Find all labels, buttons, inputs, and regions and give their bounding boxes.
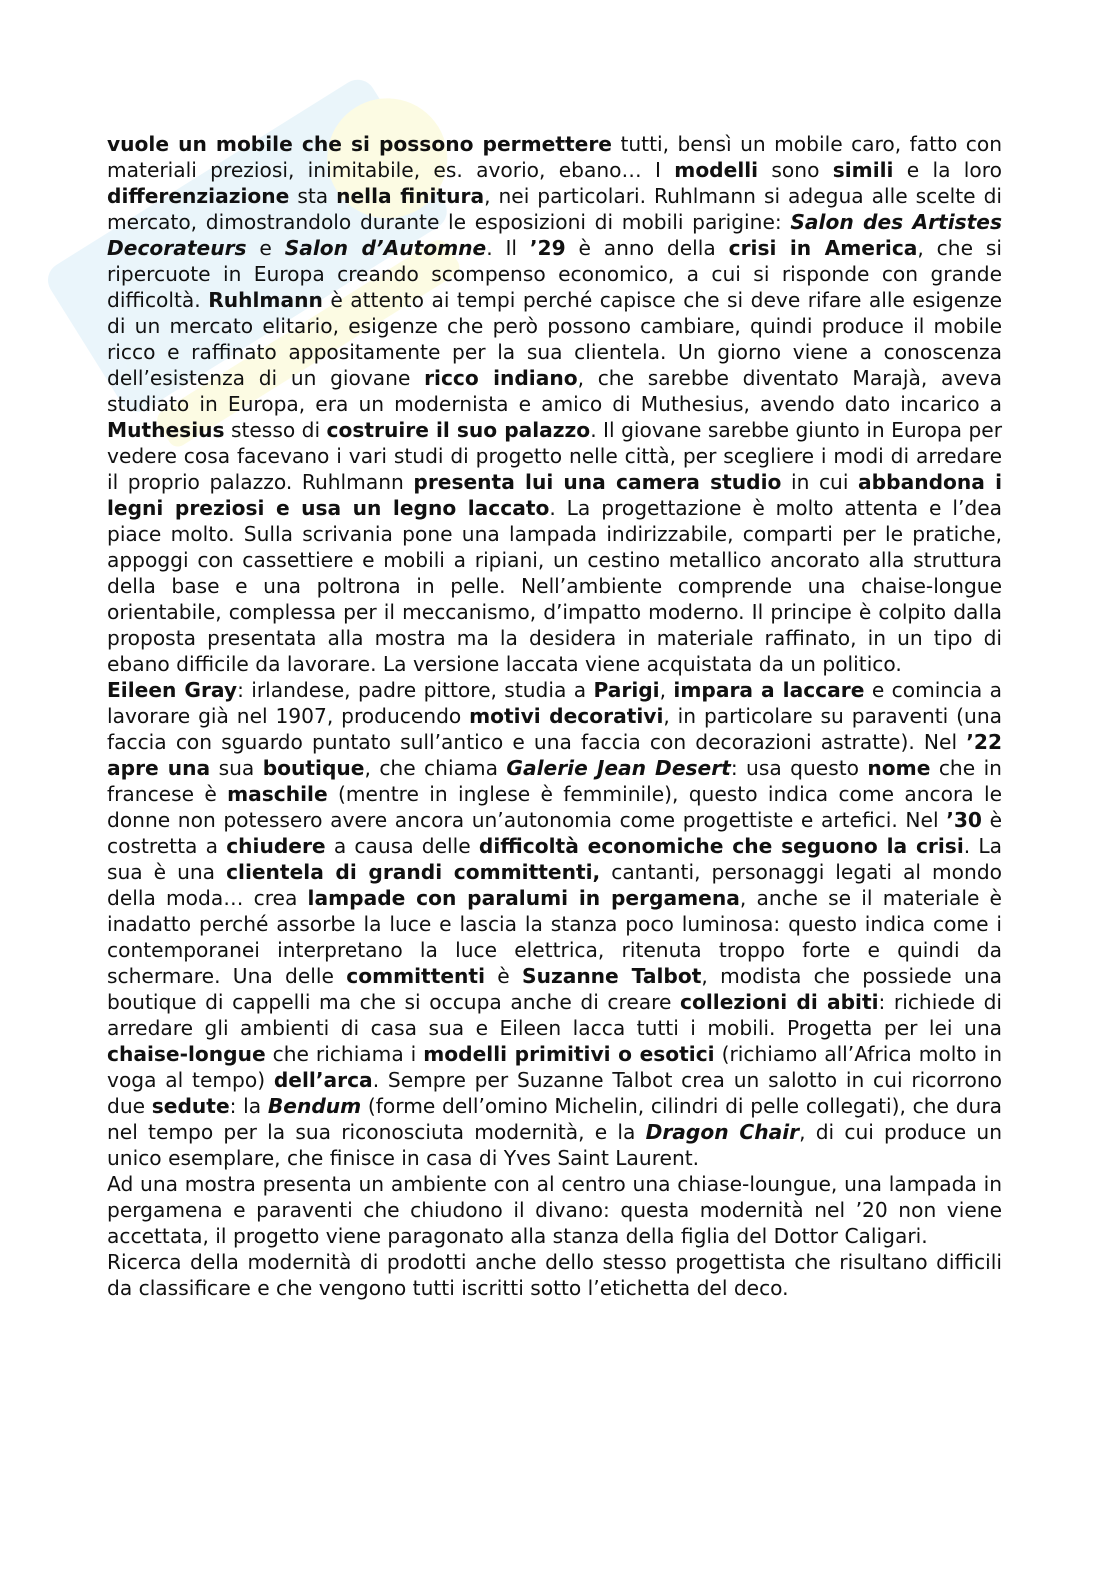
paragraph-eileen-gray [107, 677, 1002, 1171]
body-text: . Il [486, 236, 530, 260]
emphasis-text: clientela di grandi committenti, [226, 860, 601, 884]
body-text: è attento ai tempi perché capisce che si deve rifare alle esigenze di un mercato elitario, esigenze che però possono cambiare, quindi produce il mobile ricco e raffinato appositamente per la sua clientela. Un giorno viene a conoscenza dell’esistenza di un giovane [107, 288, 1003, 390]
body-text: : la [229, 1094, 268, 1118]
emphasis-text: Dragon Chair [645, 1120, 800, 1144]
body-text: è anno della [565, 236, 729, 260]
emphasis-text: crisi in America [728, 236, 918, 260]
body-text: che in francese è [107, 756, 1002, 806]
emphasis-text: presenta lui una camera studio [413, 470, 782, 494]
emphasis-text: modelli primitivi o esotici [423, 1042, 715, 1066]
body-text: , di cui produce un unico esemplare, che finisce in casa di Yves Saint Laurent. [107, 1120, 1002, 1170]
body-text: (richiamo all’Africa molto in voga al tempo) [107, 1042, 1002, 1092]
body-text: : usa questo [730, 756, 868, 780]
emphasis-text: nome [867, 756, 931, 780]
emphasis-text: committenti [346, 964, 485, 988]
emphasis-text: Salon des Artistes Decorateurs [107, 210, 1002, 260]
body-text: . La progettazione è molto attenta e l’dea piace molto. Sulla scrivania pone una lampada indirizzabile, comparti per le pratiche, appoggi con cassettiere e mobili a ripiani, un cestino metallico ancorato alla struttura della base e una poltrona in pelle. Nell’ambiente comprende una chaise-longue orientabile, complessa per il meccanismo, d’impatto moderno. Il principe è colpito dalla proposta presentata alla mostra ma la desidera in materiale raffinato, in un tipo di ebano difficile da lavorare. La versione laccata viene acquistata da un politico. [107, 496, 1002, 676]
emphasis-text: Galerie Jean Desert [506, 756, 731, 780]
emphasis-text: modelli [674, 158, 759, 182]
emphasis-text: Ruhlmann [208, 288, 323, 312]
emphasis-text: difficoltà economiche che seguono la crisi [478, 834, 964, 858]
body-text: Ricerca della modernità di prodotti anche dello stesso progettista che risultano difficili da classificare e che vengono tutti iscritti sotto l’etichetta del deco. [107, 1250, 1002, 1300]
body-text: stesso di [224, 418, 327, 442]
body-text: : irlandese, padre pittore, studia a [237, 678, 594, 702]
body-text: , [659, 678, 674, 702]
emphasis-text: simili [832, 158, 894, 182]
emphasis-text: motivi decorativi [469, 704, 664, 728]
body-text: e la loro [893, 158, 1002, 182]
body-text: (mentre in inglese è femminile), questo indica come ancora le donne non potessero avere ancora un’autonomia come progettiste e artefici. Nel [107, 782, 1002, 832]
body-text: : richiede di arredare gli ambienti di casa sua e Eileen lacca tutti i mobili. Progetta per lei una [107, 990, 1002, 1040]
body-text: . Sempre per Suzanne Talbot crea un salotto in cui ricorrono due [107, 1068, 1003, 1118]
body-text: , che chiama [364, 756, 507, 780]
emphasis-text: dell’arca [273, 1068, 373, 1092]
emphasis-text: Bendum [267, 1094, 362, 1118]
emphasis-text: Parigi [593, 678, 660, 702]
body-text: . La sua è una [107, 834, 1002, 884]
emphasis-text: maschile [227, 782, 328, 806]
emphasis-text: Muthesius [107, 418, 225, 442]
body-text: , che si ripercuote in Europa creando scompenso economico, a cui si risponde con grande difficoltà. [107, 236, 1002, 312]
emphasis-text: Salon d’Automne [284, 236, 487, 260]
paragraph-exhibition [107, 1171, 1002, 1249]
emphasis-text: ricco indiano [424, 366, 578, 390]
emphasis-text: lampade con paralumi in pergamena [307, 886, 740, 910]
document-body [107, 131, 1002, 1301]
emphasis-text: chaise-longue [107, 1042, 266, 1066]
body-text: (forme dell’omino Michelin, cilindri di pelle collegati), che dura nel tempo per la sua riconosciuta modernità, e la [107, 1094, 1002, 1144]
emphasis-text: sedute [151, 1094, 230, 1118]
body-text: in cui [781, 470, 859, 494]
body-text: e comincia a lavorare già nel 1907, producendo [107, 678, 1002, 728]
emphasis-text: ’30 [946, 808, 982, 832]
body-text: , che sarebbe diventato Marajà, aveva studiato in Europa, era un modernista e amico di Muthesius, avendo dato incarico a [107, 366, 1002, 416]
body-text: a causa delle [325, 834, 479, 858]
body-text: sta [289, 184, 337, 208]
emphasis-text: abbandona i legni preziosi e usa un legno laccato [107, 470, 1002, 520]
emphasis-text: vuole un mobile che si possono permettere [107, 132, 612, 156]
emphasis-text: boutique [262, 756, 365, 780]
body-text: e [246, 236, 285, 260]
emphasis-text: ’29 [529, 236, 566, 260]
paragraph-ruhlmann [107, 131, 1002, 677]
emphasis-text: Suzanne Talbot [522, 964, 702, 988]
body-text: , in particolare su paraventi (una faccia con sguardo puntato sull’antico e una faccia con decorazioni astratte). Nel [107, 704, 1002, 754]
body-text: , modista che possiede una boutique di cappelli ma che si occupa anche di creare [107, 964, 1002, 1014]
body-text: , anche se il materiale è inadatto perché assorbe la luce e lascia la stanza poco luminosa: questo indica come i contemporanei interpretano la luce elettrica, ritenuta troppo forte e quindi da schermare. Una delle [107, 886, 1002, 988]
body-text: che richiama i [265, 1042, 424, 1066]
emphasis-text: Eileen Gray [107, 678, 238, 702]
body-text: . Il giovane sarebbe giunto in Europa per vedere cosa facevano i vari studi di progetto nelle città, per scegliere i modi di arredare il proprio palazzo. Ruhlmann [107, 418, 1002, 494]
body-text: cantanti, personaggi legati al mondo della moda… crea [107, 860, 1002, 910]
emphasis-text: collezioni di abiti [680, 990, 879, 1014]
body-text: sono [758, 158, 833, 182]
body-text: , nei particolari. Ruhlmann si adegua alle scelte di mercato, dimostrandolo durante le esposizioni di mobili parigine: [107, 184, 1002, 234]
emphasis-text: impara a laccare [673, 678, 865, 702]
emphasis-text: costruire il suo palazzo [326, 418, 591, 442]
body-text: Ad una mostra presenta un ambiente con al centro una chiase-loungue, una lampada in pergamena e paraventi che chiudono il divano: questa modernità nel ’20 non viene accettata, il progetto viene paragonato alla stanza della figlia del Dottor Caligari. [107, 1172, 1002, 1248]
paragraph-modernity [107, 1249, 1002, 1301]
body-text: è costretta a [107, 808, 1002, 858]
emphasis-text: chiudere [226, 834, 326, 858]
body-text: è [485, 964, 523, 988]
body-text: tutti, bensì un mobile caro, fatto con materiali preziosi, inimitabile, es. avorio, ebano… I [107, 132, 1003, 182]
emphasis-text: nella finitura [336, 184, 485, 208]
body-text: sua [210, 756, 263, 780]
emphasis-text: ’22 apre una [107, 730, 1002, 780]
emphasis-text: differenziazione [107, 184, 290, 208]
